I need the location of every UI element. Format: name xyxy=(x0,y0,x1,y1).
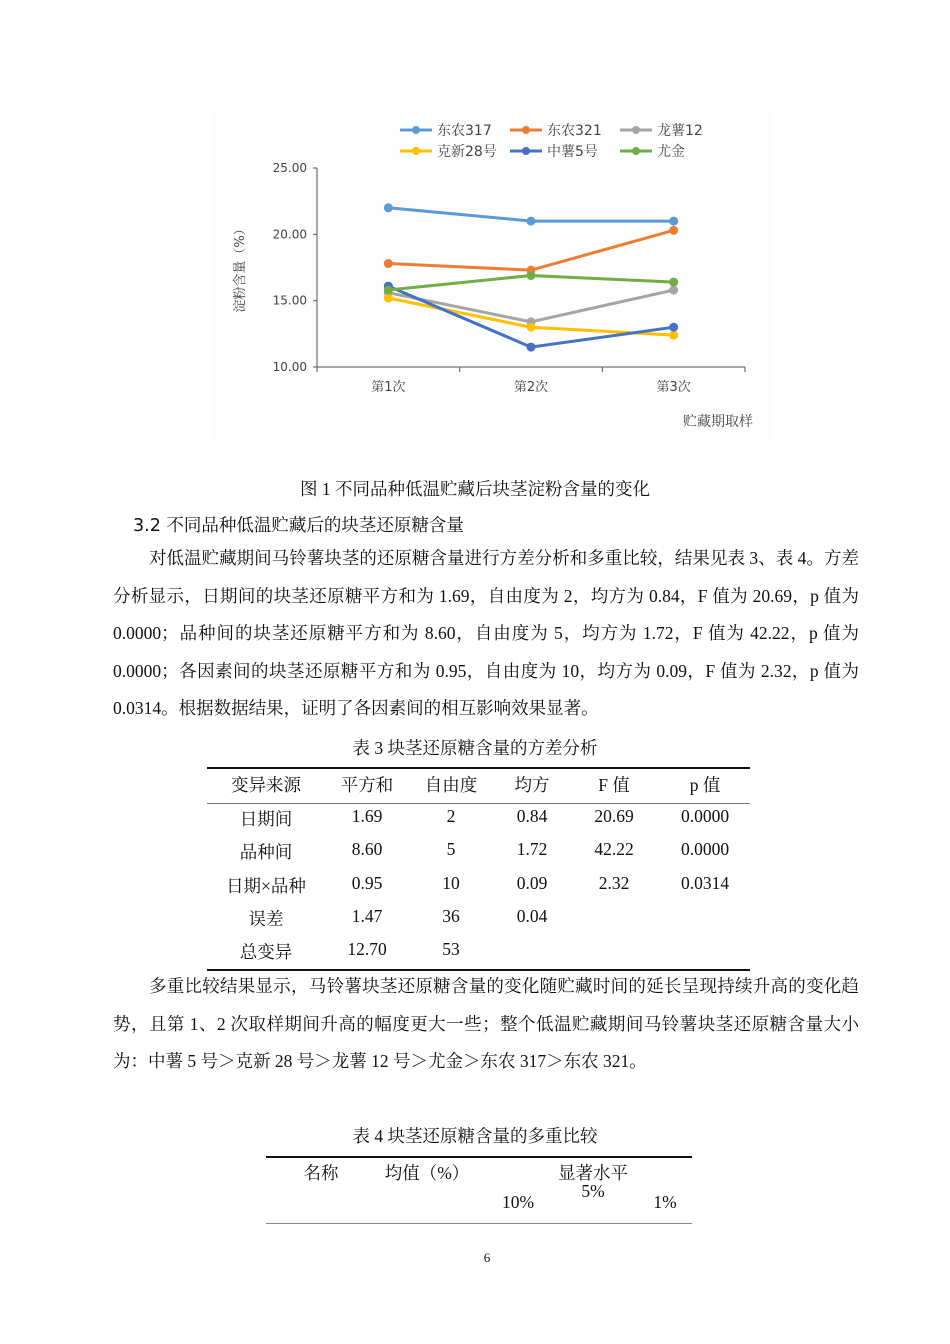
table3-cell: 1.72 xyxy=(516,839,548,860)
table3-cell: 0.04 xyxy=(516,905,548,926)
table4-caption: 表 4 块茎还原糖含量的多重比较 xyxy=(352,1126,598,1146)
data-point xyxy=(669,286,678,295)
legend-label: 东农321 xyxy=(547,123,602,139)
table4-top-rule xyxy=(266,1156,692,1158)
table3-header-cell: F 值 xyxy=(598,775,630,795)
paragraph-anova: 对低温贮藏期间马铃薯块茎的还原糖含量进行方差分析和多重比较，结果见表 3、表 4。方差分析显示，日期间的块茎还原糖平方和为 1.69，自由度为 2，均方为 0.84，F 值为 20.69，p 值为 0.0000；品种间的块茎还原糖平方和为 8.60，自由度为 5，均方为 1.72，F 值为 42.22，p 值为 0.0000；各因素间的块茎还原糖平方和为 0.95，自由度为 10，均方为 0.09，F 值为 2.32，p 值为 0.0314。根据数据结果，证明了各因素间的相互影响效果显著。 xyxy=(113,548,859,718)
table3-header-rule xyxy=(207,803,750,804)
x-tick-label: 第3次 xyxy=(656,380,691,395)
data-point xyxy=(527,343,536,352)
table3-cell: 0.84 xyxy=(516,806,548,826)
table3-cell: 12.70 xyxy=(347,939,387,960)
data-point xyxy=(527,271,536,280)
table4-header-1pct: 1% xyxy=(653,1192,677,1212)
table3-cell: 53 xyxy=(442,939,460,960)
x-tick-label: 第1次 xyxy=(371,380,406,395)
legend-marker xyxy=(522,126,530,134)
data-point xyxy=(527,323,536,332)
table4-header-rule xyxy=(266,1223,692,1224)
data-point xyxy=(669,278,678,287)
table3-caption: 表 3 块茎还原糖含量的方差分析 xyxy=(352,738,598,758)
table3-cell: 品种间 xyxy=(239,842,293,863)
table3-cell: 42.22 xyxy=(594,839,634,860)
legend-label: 中薯5号 xyxy=(547,144,598,160)
data-point xyxy=(384,294,393,303)
data-point xyxy=(669,217,678,226)
data-point xyxy=(384,203,393,212)
table3-top-rule xyxy=(207,767,750,769)
table3-header-cell: 自由度 xyxy=(424,775,478,795)
table3-cell: 10 xyxy=(442,872,460,893)
legend-marker xyxy=(632,147,640,155)
table4-header-name: 名称 xyxy=(303,1163,339,1183)
table3-cell: 0.0000 xyxy=(680,806,730,826)
legend-label: 东农317 xyxy=(437,123,492,139)
legend-marker xyxy=(412,126,420,134)
table3-cell: 20.69 xyxy=(594,806,634,826)
table3-cell: 0.0000 xyxy=(680,839,730,860)
page-number: 6 xyxy=(483,1250,491,1265)
table3-header-cell: p 值 xyxy=(689,775,721,795)
x-axis-title: 贮藏期取样 xyxy=(683,414,753,430)
table3-header-cell: 均方 xyxy=(514,775,550,795)
table3-cell: 0.0314 xyxy=(680,872,730,893)
y-axis-title: 淀粉含量（%） xyxy=(233,222,248,313)
legend-label: 克新28号 xyxy=(437,144,497,160)
legend-marker xyxy=(522,147,530,155)
x-tick-label: 第2次 xyxy=(513,380,549,395)
table3-cell: 1.47 xyxy=(351,905,383,926)
paragraph-multiple-comparison: 多重比较结果显示，马铃薯块茎还原糖含量的变化随贮藏时间的延长呈现持续升高的变化趋势，且第 1、2 次取样期间升高的幅度更大一些；整个低温贮藏期间马铃薯块茎还原糖含量大小为：中薯 5 号＞克新 28 号＞龙薯 12 号＞尤金＞东农 317＞东农 321。 xyxy=(113,976,859,1071)
table3-cell: 8.60 xyxy=(351,839,383,860)
table3-cell: 总变异 xyxy=(239,942,293,963)
starch-content-line-chart xyxy=(210,110,770,440)
table3-cell: 0.95 xyxy=(351,872,383,893)
legend-marker xyxy=(412,147,420,155)
table3-cell: 误差 xyxy=(248,908,284,929)
table3-header-cell: 变异来源 xyxy=(231,775,301,795)
y-tick-label: 25.00 xyxy=(272,161,307,175)
table3-cell: 日期×品种 xyxy=(226,875,306,896)
y-tick-label: 20.00 xyxy=(272,227,307,242)
table3-cell: 36 xyxy=(442,905,460,926)
legend-marker xyxy=(632,126,640,134)
data-point xyxy=(669,331,678,340)
data-point xyxy=(669,323,678,332)
table4-header-5pct: 5% xyxy=(581,1181,605,1201)
table3-cell: 0.09 xyxy=(516,872,548,893)
legend-label: 尤金 xyxy=(657,144,685,160)
data-point xyxy=(384,286,393,295)
data-point xyxy=(669,226,678,235)
legend-label: 龙薯12 xyxy=(657,123,703,139)
table4-header-mean: 均值（%） xyxy=(384,1163,470,1183)
table4-header-10pct: 10% xyxy=(501,1192,535,1212)
table3-cell: 1.69 xyxy=(351,806,383,826)
y-tick-label: 15.00 xyxy=(272,293,307,308)
table4-header-significance: 显著水平 xyxy=(558,1163,628,1183)
section-heading: 3.2 不同品种低温贮藏后的块茎还原糖含量 xyxy=(133,516,464,536)
y-tick-label: 10.00 xyxy=(272,360,307,374)
data-point xyxy=(527,217,536,226)
table3-header-cell: 平方和 xyxy=(340,775,394,795)
table3-cell: 2 xyxy=(446,806,456,826)
data-point xyxy=(384,259,393,268)
table3-cell: 2.32 xyxy=(598,872,630,893)
table3-cell: 5 xyxy=(446,839,456,860)
table3-cell: 日期间 xyxy=(239,809,293,829)
figure-caption: 图 1 不同品种低温贮藏后块茎淀粉含量的变化 xyxy=(300,479,650,499)
